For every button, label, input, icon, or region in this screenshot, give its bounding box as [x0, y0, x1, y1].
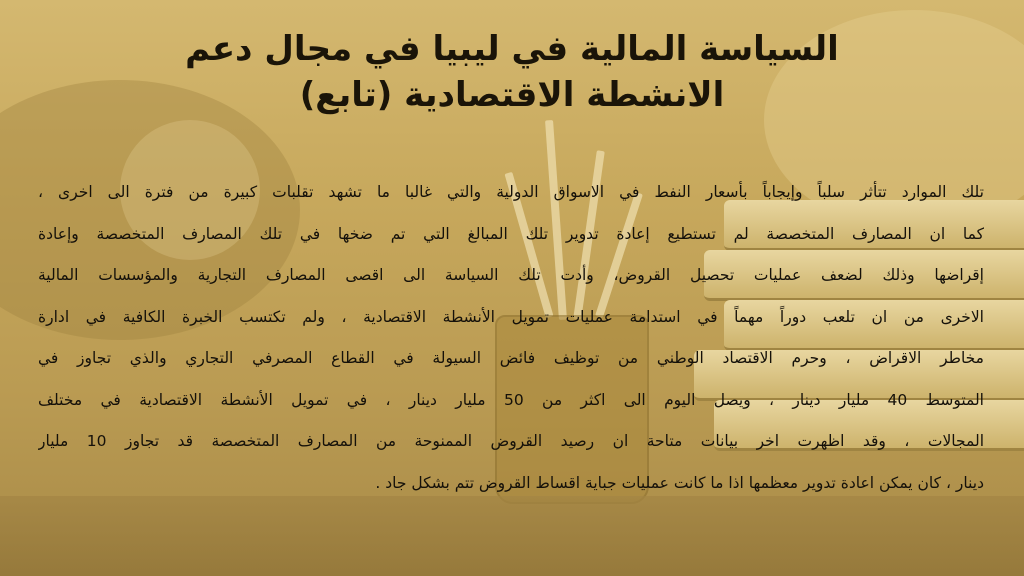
slide-body	[38, 172, 984, 504]
title-line: السياسة المالية في ليبيا في مجال دعم	[185, 29, 839, 69]
body-line: دينار ، كان يمكن اعادة تدوير معظمها اذا ما كانت عمليات جباية اقساط القروض تتم بشكل جاد .	[375, 473, 984, 492]
body-line: المتوسط 40 مليار دينار ، ويصل اليوم الى اكثر من 50 مليار دينار ، في تمويل الأنشطة الاقتصادية في مختلف	[38, 390, 984, 409]
title-line: الانشطة الاقتصادية (تابع)	[299, 75, 725, 115]
slide-title	[0, 26, 1024, 118]
body-line: تلك الموارد تتأثر سلباً وإيجاباً بأسعار النفط في الاسواق الدولية والتي غالبا ما تشهد تقلبات كبيرة من فترة الى اخرى ،	[38, 183, 984, 201]
body-line: المجالات ، وقد اظهرت اخر بيانات متاحة ان رصيد القروض الممنوحة من المصارف المتخصصة قد تجاوز 10 مليار	[38, 432, 984, 450]
body-line: إقراضها وذلك لضعف عمليات تحصيل القروض، وأدت تلك السياسة الى اقصى المصارف التجارية والمؤسسات المالية	[38, 266, 984, 284]
body-line: مخاطر الاقراض ، وحرم الاقتصاد الوطني من توظيف فائض السيولة في القطاع المصرفي التجاري والذي تجاوز في	[38, 349, 984, 367]
table-surface	[0, 496, 1024, 576]
body-line: كما ان المصارف المتخصصة لم تستطيع إعادة تدوير تلك المبالغ التي تم ضخها في تلك المصارف المتخصصة وإعادة	[38, 224, 984, 243]
body-line: الاخرى من ان تلعب دوراً مهماً في استدامة عمليات تمويل الأنشطة الاقتصادية ، ولم تكتسب الخبرة الكافية في ادارة	[38, 307, 984, 326]
